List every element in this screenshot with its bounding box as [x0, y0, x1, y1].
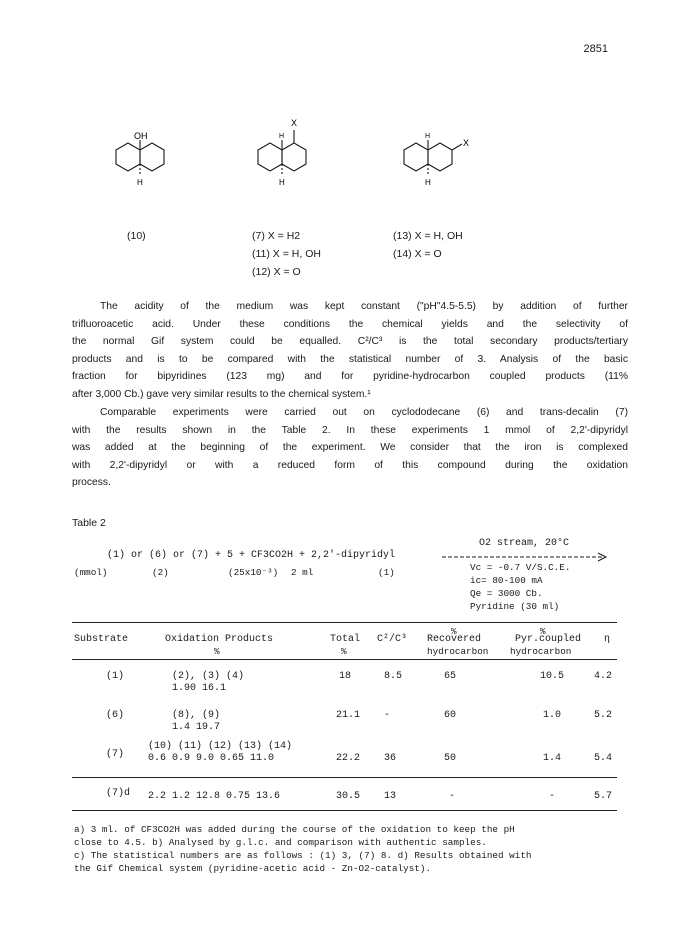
cell-ratio: -: [384, 710, 391, 721]
header-oxidation-products: Oxidation Products: [165, 634, 274, 645]
reaction-arrow-label: O2 stream, 20°C: [479, 538, 570, 549]
substituent-label: X: [291, 118, 298, 128]
reaction-equation: (1) or (6) or (7) + 5 + CF3CO2H + 2,2'-dipyridyl: [107, 550, 396, 561]
amount-label: (2): [152, 567, 169, 578]
cell-eta: 5.7: [594, 791, 613, 802]
structure-caption-line: (7) X = H2: [252, 230, 301, 242]
structure-caption-line: (13) X = H, OH: [393, 230, 463, 242]
cell-substrate: (1): [106, 671, 125, 682]
text-line: Comparable experiments were carried out on cyclododecane (6) and trans-decalin (7): [100, 407, 628, 418]
amount-label: (25x10⁻³): [228, 567, 279, 578]
cell-recovered: 65: [444, 671, 457, 682]
cell-substrate: (7): [106, 749, 125, 760]
condition-line: Vc = -0.7 V/S.C.E.: [470, 562, 571, 573]
condition-line: Qe = 3000 Cb.: [470, 588, 543, 599]
cell-total: 30.5: [336, 791, 361, 802]
table-title: Table 2: [72, 517, 106, 529]
header-percent: %: [451, 626, 457, 637]
footnote-line: close to 4.5. b) Analysed by g.l.c. and comparison with authentic samples.: [74, 837, 487, 848]
condition-line: ic= 80-100 mA: [470, 575, 543, 586]
text-line: with the results shown in the Table 2. In these experiments 1 mmol of 2,2'-dipyridyl: [72, 424, 628, 436]
condition-line: Pyridine (30 ml): [470, 601, 560, 612]
cell-product-ids: (10) (11) (12) (13) (14): [148, 741, 293, 752]
cell-product-values: 0.6 0.9 9.0 0.65 11.0: [148, 753, 275, 764]
text-line: the normal Gif system could be equalled. C²/C³ is the total secondary products/tertiary: [72, 336, 628, 348]
header-pyr-coupled: Pyr.coupled: [515, 634, 582, 645]
cell-ratio: 13: [384, 791, 397, 802]
header-percent: %: [214, 646, 220, 657]
structure-caption-line: (11) X = H, OH: [252, 248, 321, 260]
hydrogen-label: H: [279, 133, 285, 140]
page-number: 2851: [583, 43, 608, 55]
cell-pyr-coupled: 10.5: [540, 671, 565, 682]
cell-recovered: 60: [444, 710, 457, 721]
text-line: with 2,2'-dipyridyl or with a reduced form of this compound during the oxidation: [72, 459, 628, 471]
text-line: The acidity of the medium was kept constant ("pH"4.5-5.5) by addition of further: [100, 301, 628, 312]
cell-eta: 4.2: [594, 671, 613, 682]
structure-caption-line: (12) X = O: [252, 266, 301, 278]
reaction-arrow: [440, 552, 610, 562]
cell-total: 18: [339, 671, 352, 682]
table-header-rule: [72, 659, 617, 660]
cell-pyr-coupled: 1.0: [543, 710, 562, 721]
structure-caption-line: (14) X = O: [393, 248, 442, 260]
cell-total: 21.1: [336, 710, 361, 721]
cell-product-ids: (8), (9): [172, 710, 221, 721]
header-sub-recovered: hydrocarbon: [427, 646, 489, 657]
cell-ratio: 8.5: [384, 671, 403, 682]
substituent-label: X: [463, 138, 470, 148]
hydrogen-label: H: [137, 178, 143, 187]
header-total: Total: [330, 634, 361, 645]
amount-label: (1): [378, 567, 395, 578]
table-bottom-rule: [72, 810, 617, 811]
text-line: products and is to be compared with the statistical number of 3. Analysis of the basic: [72, 353, 628, 365]
cell-product-values: 1.4 19.7: [172, 722, 221, 733]
header-substrate: Substrate: [74, 634, 129, 645]
cell-product-values: 1.90 16.1: [172, 683, 227, 694]
structure-decalol-10: [108, 128, 178, 188]
cell-product-values: 2.2 1.2 12.8 0.75 13.6: [148, 791, 281, 802]
cell-eta: 5.2: [594, 710, 613, 721]
cell-pyr-coupled: 1.4: [543, 753, 562, 764]
header-percent: %: [540, 626, 546, 637]
text-line: process.: [72, 477, 111, 489]
header-recovered: Recovered: [427, 634, 482, 645]
footnote-line: a) 3 ml. of CF3CO2H was added during the course of the oxidation to keep the pH: [74, 824, 515, 835]
structure-decalin-x: [250, 116, 330, 188]
header-ratio: C²/C³: [377, 634, 408, 645]
hydrogen-label: H: [425, 178, 431, 187]
header-sub-pyr: hydrocarbon: [510, 646, 572, 657]
hydrogen-label: H: [279, 178, 285, 187]
cell-ratio: 36: [384, 753, 397, 764]
cell-pyr-coupled: -: [549, 791, 556, 802]
cell-recovered: -: [449, 791, 456, 802]
hydrogen-label: H: [425, 133, 431, 140]
paragraph-experiments: [72, 404, 628, 492]
cell-substrate: (6): [106, 710, 125, 721]
header-percent: %: [341, 646, 347, 657]
amount-label: 2 ml: [291, 567, 314, 578]
cell-product-ids: (2), (3) (4): [172, 671, 245, 682]
paragraph-acidity: [72, 298, 628, 404]
substituent-label: OH: [134, 131, 148, 141]
text-line: trifluoroacetic acid. Under these conditions the chemical yields and the selectivity of: [72, 318, 628, 330]
footnote-line: c) The statistical numbers are as follows : (1) 3, (7) 8. d) Results obtained with: [74, 850, 532, 861]
table-separator-rule: [72, 777, 617, 778]
amount-label: (mmol): [74, 567, 108, 578]
structure-decalin-x-alt: [396, 128, 486, 192]
text-line: was added at the beginning of the experiment. We consider that the iron is complexed: [72, 442, 628, 454]
footnote-line: the Gif Chemical system (pyridine-acetic acid - Zn-O2-catalyst).: [74, 863, 432, 874]
header-eta: η: [604, 634, 611, 645]
text-line: fraction for bipyridines (123 mg) and for pyridine-hydrocarbon coupled products (11%: [72, 371, 628, 383]
table-top-rule: [72, 622, 617, 623]
cell-substrate: (7)d: [106, 788, 131, 799]
cell-eta: 5.4: [594, 753, 613, 764]
cell-total: 22.2: [336, 753, 361, 764]
cell-recovered: 50: [444, 753, 457, 764]
structure-label: (10): [127, 230, 146, 242]
text-line: after 3,000 Cb.) gave very similar results to the chemical system.¹: [72, 388, 371, 400]
